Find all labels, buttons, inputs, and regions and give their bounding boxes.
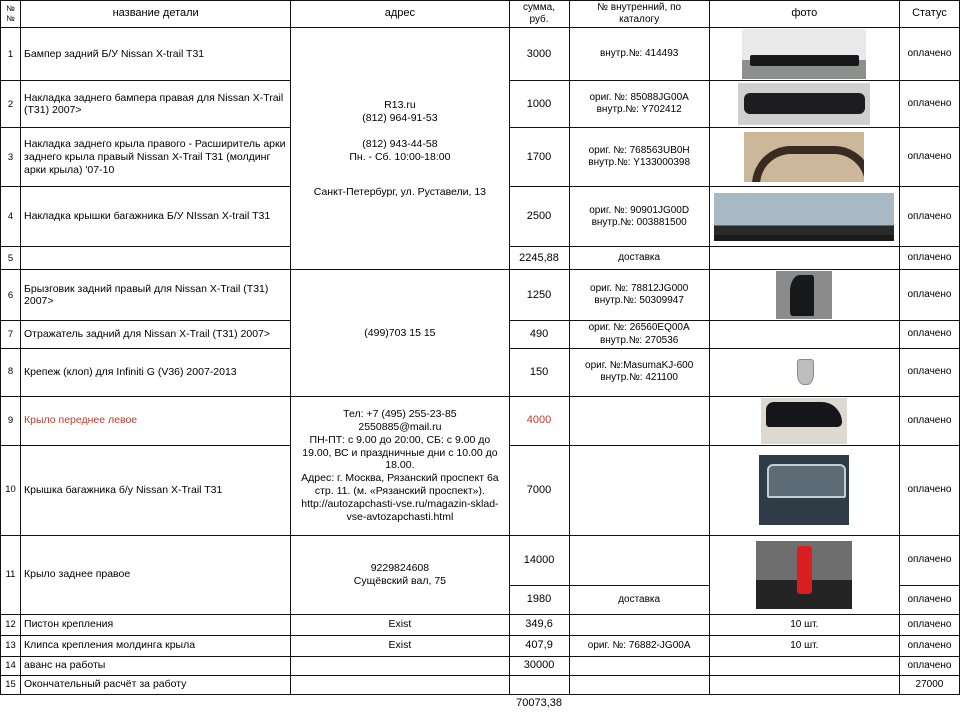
catalog-number [569,535,709,585]
row-number: 8 [1,348,21,396]
status-badge: оплачено [899,81,959,128]
status-badge: оплачено [899,445,959,535]
photo-cell [709,270,899,321]
header-catalog-number [569,1,709,28]
photo-cell [709,535,899,614]
address-cell-exist: Exist [291,614,509,635]
address-cell-exist: Exist [291,635,509,656]
part-name: Клипса крепления молдинга крыла [21,635,291,656]
sum-value: 2500 [509,187,569,247]
photo-cell [709,81,899,128]
status-badge: оплачено [899,585,959,614]
photo-cell [709,675,899,694]
catalog-number [569,656,709,675]
header-sum-line1: сумма, [523,2,556,13]
row-number: 6 [1,270,21,321]
status-badge: оплачено [899,28,959,81]
header-num-line2: № [6,14,15,24]
catalog-number [569,445,709,535]
address-line: R13.ru [384,98,416,111]
trunk-lid-photo [759,455,849,525]
catalog-orig: ориг. №: 78812JG000 [590,283,689,295]
photo-cell [709,321,899,348]
catalog-number [569,321,709,348]
front-fender-photo [761,398,847,444]
address-cell-r13 [291,28,509,270]
sum-value: 30000 [509,656,569,675]
catalog-number [569,128,709,187]
catalog-orig: ориг. №: 768563UB0H [588,145,690,157]
address-line: (812) 943-44-58 [362,138,438,151]
address-line: Санкт-Петербург, ул. Руставели, 13 [313,186,487,199]
address-cell-empty [291,656,509,675]
catalog-delivery-label: доставка [569,585,709,614]
status-badge: оплачено [899,321,959,348]
bumper-trim-photo [738,83,870,125]
catalog-orig: ориг. №: 85088JG00A [589,92,689,104]
status-badge: оплачено [899,270,959,321]
catalog-number: ориг. №: 76882-JG00A [569,635,709,656]
sum-value: 407,9 [509,635,569,656]
table-row [1,270,960,321]
catalog-number [569,396,709,445]
address-cell-phone499: (499)703 15 15 [291,270,509,396]
sum-value: 490 [509,321,569,348]
sum-value: 14000 [509,535,569,585]
totals-row [1,694,960,712]
address-cell-sushevsky [291,535,509,614]
catalog-number [569,270,709,321]
sum-value: 1000 [509,81,569,128]
photo-cell [709,128,899,187]
rear-bumper-photo [742,29,866,79]
status-badge: оплачено [899,247,959,270]
row-number: 14 [1,656,21,675]
header-sum-line2: руб. [529,14,549,26]
part-name: Накладка крышки багажника Б/У NIssan X-trail T31 [21,187,291,247]
catalog-orig: ориг. №: 90901JG00D [589,204,690,216]
address-line: Тел: +7 (495) 255-23-85 [343,408,457,421]
sum-value: 1250 [509,270,569,321]
status-badge: оплачено [899,396,959,445]
sum-value: 2245,88 [509,247,569,270]
photo-cell [709,187,899,247]
row-number: 12 [1,614,21,635]
photo-cell [709,247,899,270]
table-row [1,635,960,656]
part-name: Крышка багажника б/у Nissan X-Trail T31 [21,445,291,535]
header-catalog-line2: каталогу [619,14,660,26]
header-num-line1: № [6,4,15,14]
grand-total: 70073,38 [516,696,562,709]
totals-spacer [1,694,21,712]
part-name: Крыло переднее левое [21,396,291,445]
catalog-number [569,614,709,635]
part-name: Окончательный расчёт за работу [21,675,291,694]
catalog-internal: внутр.№: 270536 [599,334,679,346]
address-line: ПН-ПТ: с 9.00 до 20:00, СБ: с 9.00 до 19.00, ВС и праздничные дни с 10.00 до 18.00. [302,433,498,472]
header-row-number [1,1,21,28]
address-line: Сущёвский вал, 75 [353,574,446,587]
sum-value: 150 [509,348,569,396]
sum-value: 7000 [509,445,569,535]
status-badge: 27000 [899,675,959,694]
row-number: 1 [1,28,21,81]
table-row [1,396,960,445]
photo-cell [709,348,899,396]
row-number: 3 [1,128,21,187]
catalog-orig: ориг. №: 26560EQ00A [588,322,690,334]
sum-value: 1700 [509,128,569,187]
sum-value [509,675,569,694]
row-number: 5 [1,247,21,270]
sum-value: 4000 [509,396,569,445]
catalog-internal: внутр.№: 003881500 [591,216,687,228]
table-row [1,28,960,81]
status-badge: оплачено [899,128,959,187]
row-number: 13 [1,635,21,656]
header-photo: фото [709,1,899,28]
part-name: Крепеж (клоп) для Infiniti G (V36) 2007-2013 [21,348,291,396]
table-header-row [1,1,960,28]
part-name: Пистон крепления [21,614,291,635]
catalog-number [569,675,709,694]
catalog-internal: внутр.№: Y702412 [596,104,682,116]
header-catalog-line1: № внутренний, по [597,2,682,13]
row-number: 7 [1,321,21,348]
table-row [1,656,960,675]
status-badge: оплачено [899,348,959,396]
header-status: Статус [899,1,959,28]
part-name: Брызговик задний правый для Nissan X-Trail (T31) 2007> [21,270,291,321]
photo-cell [709,28,899,81]
catalog-number [569,81,709,128]
rear-fender-photo [756,541,852,609]
part-name: Накладка заднего крыла правого - Расширитель арки заднего крыла правый Nissan X-Trail T31 (молдинг арки крыла) '07-10 [21,128,291,187]
catalog-internal: внутр.№: 421100 [600,372,678,384]
catalog-number [569,348,709,396]
photo-cell-qty: 10 шт. [709,635,899,656]
row-number: 4 [1,187,21,247]
row-number: 11 [1,535,21,614]
table-row [1,675,960,694]
sum-value-delivery: 1980 [509,585,569,614]
part-name: Отражатель задний для Nissan X-Trail (T31) 2007> [21,321,291,348]
part-name: Бампер задний Б/У Nissan X-trail T31 [21,28,291,81]
row-number: 9 [1,396,21,445]
catalog-internal: внутр.№: 50309947 [594,295,684,307]
totals-spacer [21,694,291,712]
address-link[interactable]: http://autozapchasti-vse.ru/magazin-sklad-vse-avtozapchasti.html [301,497,499,523]
sum-value: 349,6 [509,614,569,635]
totals-spacer [709,694,899,712]
address-line: 2550885@mail.ru [358,420,442,433]
sum-value: 3000 [509,28,569,81]
catalog-orig: ориг. №:MasumaKJ-600 [585,360,694,372]
status-badge: оплачено [899,635,959,656]
photo-cell [709,656,899,675]
address-cell-empty [291,675,509,694]
address-line: 9229824608 [370,561,430,574]
table-row [1,535,960,585]
part-name [21,247,291,270]
photo-cell-qty: 10 шт. [709,614,899,635]
status-badge: оплачено [899,614,959,635]
address-line: Пн. - Сб. 10:00-18:00 [349,151,451,164]
totals-spacer [899,694,959,712]
status-badge: оплачено [899,535,959,585]
header-part-name: название детали [21,1,291,28]
table-row [1,614,960,635]
status-badge: оплачено [899,656,959,675]
part-name: аванс на работы [21,656,291,675]
catalog-internal: внутр.№: Y133000398 [588,157,691,169]
row-number: 2 [1,81,21,128]
part-name: Крыло заднее правое [21,535,291,614]
clip-diagram-photo [766,351,842,393]
catalog-number: внутр.№: 414493 [569,28,709,81]
trunk-lid-trim-photo [714,193,894,241]
header-address: адрес [291,1,509,28]
row-number: 10 [1,445,21,535]
part-name: Накладка заднего бампера правая для Nissan X-Trail (T31) 2007> [21,81,291,128]
address-line: Адрес: г. Москва, Рязанский проспект 6а стр. 11. (м. «Рязанский проспект»). [301,472,499,497]
row-number: 15 [1,675,21,694]
totals-spacer [291,694,509,712]
mudflap-photo [776,271,832,319]
catalog-number: доставка [569,247,709,270]
address-line: (812) 964-91-53 [362,111,438,124]
arch-molding-photo [744,132,864,182]
catalog-number [569,187,709,247]
address-cell-moscow [291,396,509,535]
photo-cell [709,445,899,535]
header-sum [509,1,569,28]
photo-cell [709,396,899,445]
status-badge: оплачено [899,187,959,247]
totals-spacer [569,694,709,712]
